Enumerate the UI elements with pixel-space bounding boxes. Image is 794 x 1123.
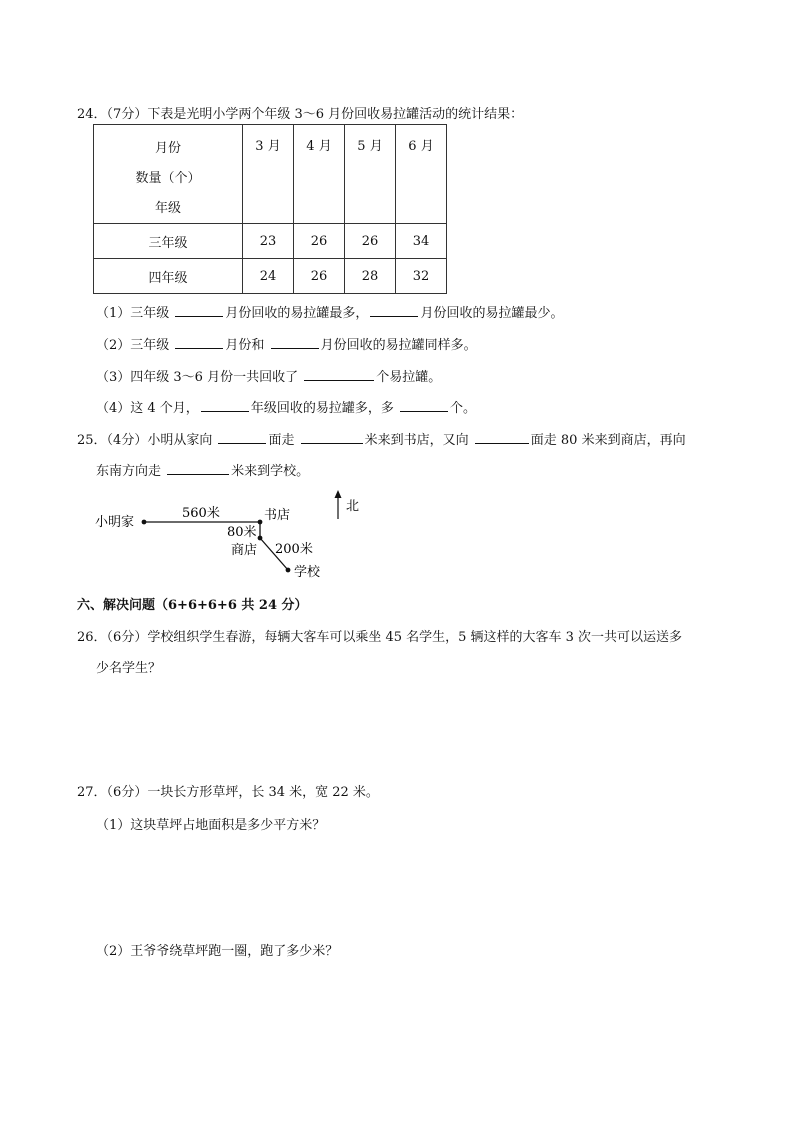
label-north: 北 <box>346 499 360 514</box>
answer-blank[interactable] <box>370 304 418 317</box>
shop-point <box>258 536 263 541</box>
table-row <box>94 259 447 294</box>
school-point <box>286 568 291 573</box>
label-bookstore: 书店 <box>264 508 291 523</box>
north-arrow-icon <box>335 490 342 498</box>
q27-line1: 27．（6分）一块长方形草坪，长 34 米，宽 22 米。 <box>77 785 379 800</box>
stats-table <box>93 124 447 294</box>
value-cell: 26 <box>294 259 345 294</box>
value-cell: 34 <box>396 224 447 259</box>
q25-line2: 东南方向走 米来到学校。 <box>96 464 310 479</box>
q24-sub2: （2）三年级 月份和 月份回收的易拉罐同样多。 <box>96 338 477 353</box>
answer-blank[interactable] <box>218 431 266 444</box>
route-map <box>90 488 370 584</box>
q24-sub4: （4）这 4 个月， 年级回收的易拉罐多，多 个。 <box>96 401 476 416</box>
grade-cell: 四年级 <box>94 259 243 294</box>
table-header-diagonal-cell <box>94 125 243 224</box>
q26-line2: 少名学生？ <box>96 661 162 676</box>
month-header: 6 月 <box>396 125 447 224</box>
month-header: 4 月 <box>294 125 345 224</box>
q26-line1: 26．（6分）学校组织学生春游，每辆大客车可以乘坐 45 名学生，5 辆这样的大客车 3 次一共可以运送多 <box>77 630 683 645</box>
month-header: 3 月 <box>243 125 294 224</box>
label-distance-3: 200米 <box>275 542 313 557</box>
label-home: 小明家 <box>95 515 135 530</box>
label-school: 学校 <box>294 565 321 580</box>
value-cell: 23 <box>243 224 294 259</box>
answer-blank[interactable] <box>167 462 229 475</box>
answer-blank[interactable] <box>475 431 529 444</box>
table-row <box>94 224 447 259</box>
answer-blank[interactable] <box>175 336 223 349</box>
q27-sub1: （1）这块草坪占地面积是多少平方米？ <box>96 818 326 833</box>
label-shop: 商店 <box>231 543 258 558</box>
answer-blank[interactable] <box>201 399 249 412</box>
header-grade-label: 年级 <box>154 201 181 216</box>
q24-title: 24．（7分）下表是光明小学两个年级 3～6 月份回收易拉罐活动的统计结果： <box>77 107 524 122</box>
section-title: 六、解决问题（6+6+6+6 共 24 分） <box>77 598 308 613</box>
value-cell: 26 <box>345 224 396 259</box>
q27-sub2: （2）王爷爷绕草坪跑一圈，跑了多少米？ <box>96 944 339 959</box>
answer-blank[interactable] <box>304 368 374 381</box>
month-header: 5 月 <box>345 125 396 224</box>
answer-blank[interactable] <box>301 431 363 444</box>
label-distance-1: 560米 <box>182 506 220 521</box>
answer-blank[interactable] <box>175 304 223 317</box>
q25-line1: 25．（4分）小明从家向 面走 米来到书店，又向 面走 80 米来到商店，再向 <box>77 433 686 448</box>
grade-cell: 三年级 <box>94 224 243 259</box>
answer-blank[interactable] <box>271 336 319 349</box>
label-distance-2: 80米 <box>227 525 257 540</box>
q24-sub3: （3）四年级 3～6 月份一共回收了 个易拉罐。 <box>96 370 442 385</box>
value-cell: 28 <box>345 259 396 294</box>
home-point <box>142 520 147 525</box>
answer-blank[interactable] <box>400 399 448 412</box>
value-cell: 24 <box>243 259 294 294</box>
value-cell: 26 <box>294 224 345 259</box>
bookstore-point <box>258 520 263 525</box>
header-quantity-label: 数量（个） <box>135 171 201 186</box>
q24-sub1: （1）三年级 月份回收的易拉罐最多， 月份回收的易拉罐最少。 <box>96 306 564 321</box>
value-cell: 32 <box>396 259 447 294</box>
header-month-label: 月份 <box>154 141 181 156</box>
